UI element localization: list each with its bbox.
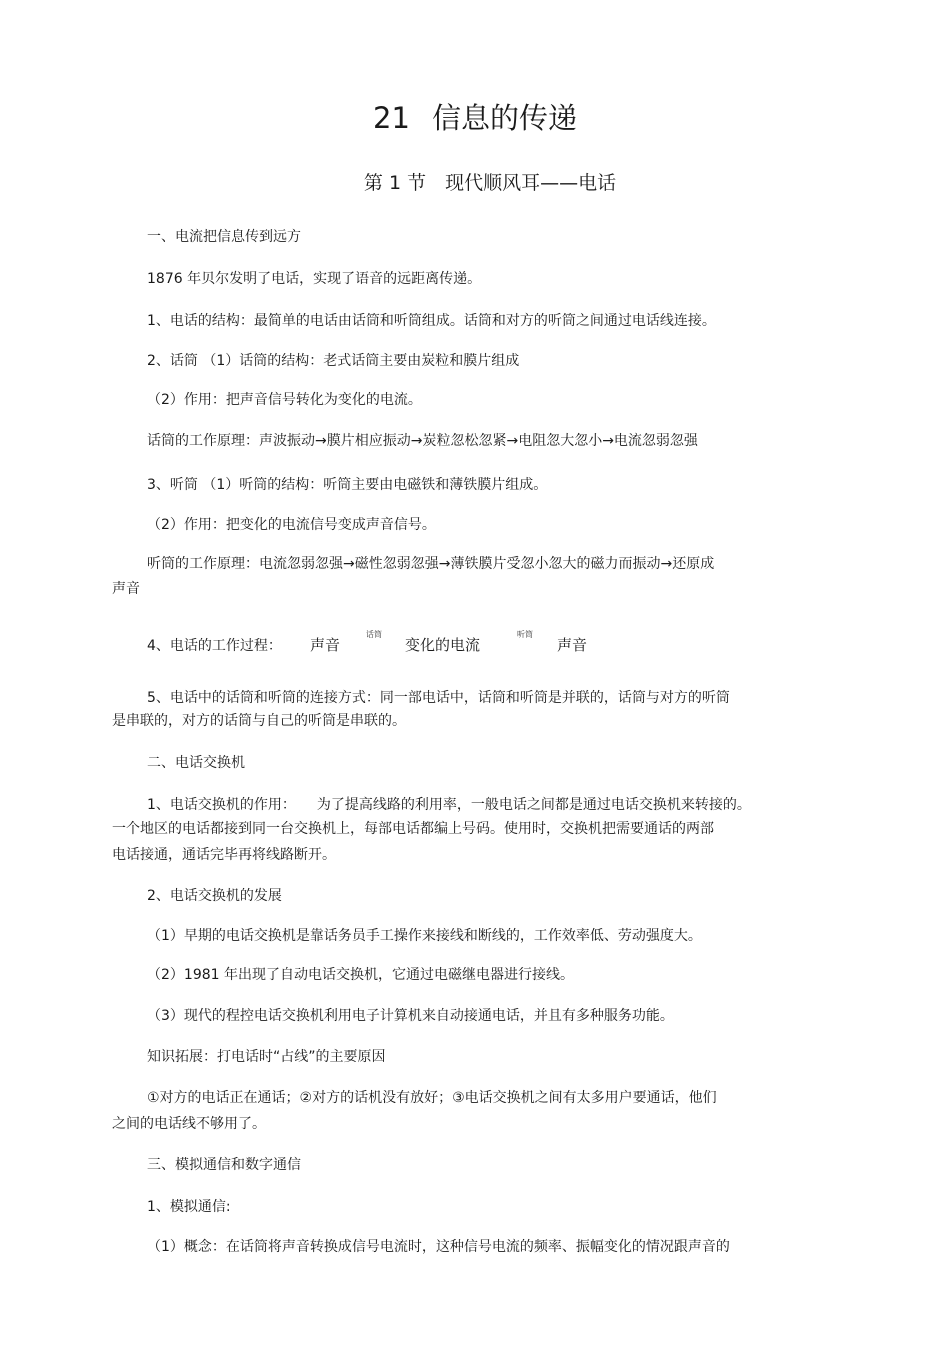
paragraph: 1、电话的结构：最简单的电话由话筒和听筒组成。话筒和对方的听筒之间通过电话线连接。 [147,313,716,329]
paragraph: 3、听筒 （1）听筒的结构：听筒主要由电磁铁和薄铁膜片组成。 [147,477,548,493]
process-step: 声音 [557,636,588,654]
paragraph: 话筒的工作原理：声波振动→膜片相应振动→炭粒忽松忽紧→电阻忽大忽小→电流忽弱忽强 [147,433,698,449]
paragraph: ①对方的电话正在通话；②对方的话机没有放好；③电话交换机之间有太多用户要通话，他们 [147,1090,717,1106]
paragraph: （1）早期的电话交换机是靠话务员手工操作来接线和断线的，工作效率低、劳动强度大。 [147,928,702,944]
process-step: 变化的电流 [405,636,481,654]
paragraph: （1）概念：在话筒将声音转换成信号电流时，这种信号电流的频率、振幅变化的情况跟声音的 [147,1239,730,1255]
paragraph: （2）作用：把声音信号转化为变化的电流。 [147,392,422,408]
paragraph: 2、话筒 （1）话筒的结构：老式话筒主要由炭粒和膜片组成 [147,353,520,369]
paragraph: 1876 年贝尔发明了电话，实现了语音的远距离传递。 [147,271,482,287]
paragraph: （3）现代的程控电话交换机利用电子计算机来自动接通电话，并且有多种服务功能。 [147,1008,674,1024]
paragraph: 5、电话中的话筒和听筒的连接方式：同一部电话中，话筒和听筒是并联的，话筒与对方的听筒 [147,690,730,706]
chapter-title: 信息的传递 [431,101,577,135]
process-arrow-label: 话筒 [366,630,382,639]
heading-2: 二、电话交换机 [147,755,245,771]
page-title [0,100,950,136]
paragraph: 是串联的，对方的话筒与自己的听筒是串联的。 [112,713,406,729]
paragraph: 之间的电话线不够用了。 [112,1116,266,1132]
paragraph: 1、模拟通信: [147,1199,231,1215]
heading-3: 三、模拟通信和数字通信 [147,1157,301,1173]
paragraph: 一个地区的电话都接到同一台交换机上，每部电话都编上号码。使用时，交换机把需要通话的两部 [112,821,714,837]
paragraph: 声音 [112,581,140,597]
process-arrow-label: 听筒 [517,630,533,639]
paragraph: （2）1981 年出现了自动电话交换机，它通过电磁继电器进行接线。 [147,967,574,983]
process-label: 4、电话的工作过程： [147,638,282,654]
paragraph: 知识拓展：打电话时“占线”的主要原因 [147,1049,386,1065]
process-step: 声音 [310,636,341,654]
heading-1: 一、电流把信息传到远方 [147,229,301,245]
paragraph: 1、电话交换机的作用： 为了提高线路的利用率，一般电话之间都是通过电话交换机来转接的。 [147,797,751,813]
section-title: 第 1 节 现代顺风耳——电话 [363,172,617,194]
chapter-number: 21 [373,101,410,135]
paragraph: 电话接通，通话完毕再将线路断开。 [112,847,336,863]
paragraph: 2、电话交换机的发展 [147,888,282,904]
paragraph: （2）作用：把变化的电流信号变成声音信号。 [147,517,436,533]
paragraph: 听筒的工作原理：电流忽弱忽强→磁性忽弱忽强→薄铁膜片受忽小忽大的磁力而振动→还原成 [147,556,715,572]
